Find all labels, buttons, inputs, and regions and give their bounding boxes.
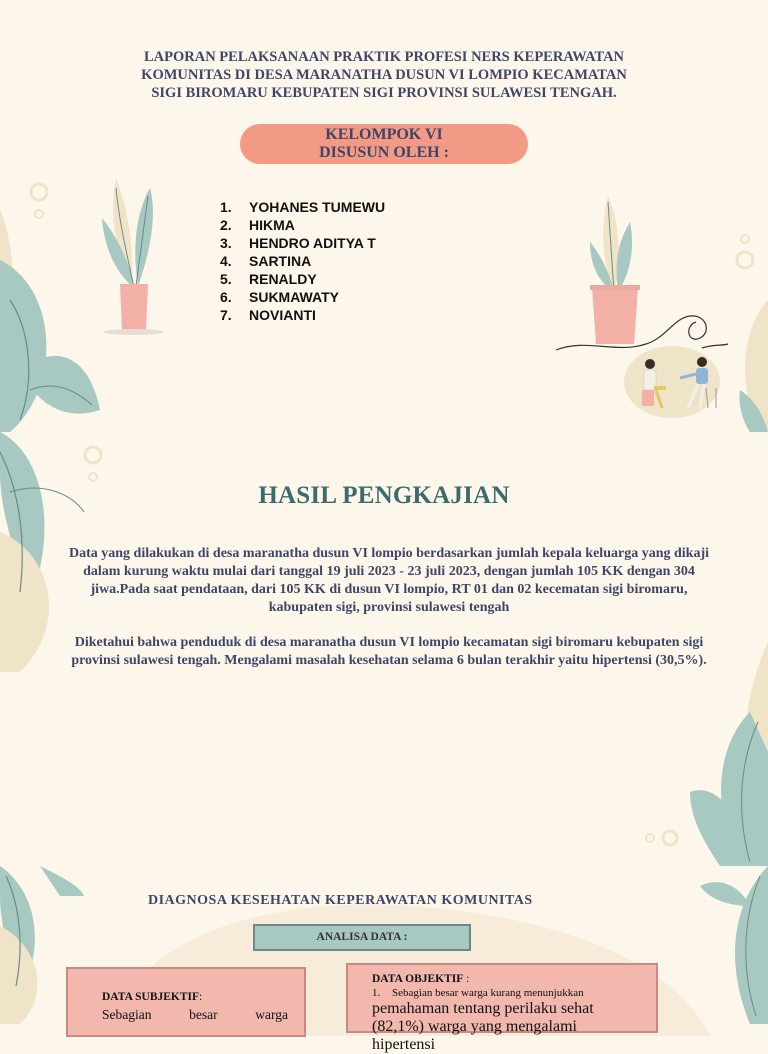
member-name: RENALDY	[249, 271, 317, 287]
member-name: NOVIANTI	[249, 307, 316, 323]
findings-paragraph: Diketahui bahwa penduduk di desa maranatha dusun VI lompio kecamatan sigi biromaru kebupaten sigi provinsi sulawesi tengah. Mengalami masalah kesehatan selama 6 bulan terakhir yaitu hipertensi (30,5%).	[71, 635, 707, 668]
heading-colon: :	[463, 973, 470, 985]
section-heading: DIAGNOSA KESEHATAN KEPERAWATAN KOMUNITAS	[148, 893, 533, 908]
subjective-word: warga	[255, 1007, 288, 1022]
member-name: HIKMA	[249, 217, 295, 233]
subjective-heading	[102, 991, 288, 1003]
member-name: YOHANES TUMEWU	[249, 199, 386, 215]
list-item	[220, 306, 385, 324]
member-number: 1.	[220, 199, 232, 215]
leaf-decoration-icon	[700, 866, 768, 1024]
circle-decoration-icon	[640, 826, 680, 850]
slide-cover	[0, 0, 768, 432]
report-title	[84, 48, 684, 102]
subjective-text	[102, 1007, 288, 1023]
circle-decoration-icon	[28, 182, 50, 222]
subjective-word: besar	[189, 1007, 218, 1022]
leaf-decoration-icon	[0, 190, 110, 432]
member-name: SARTINA	[249, 253, 312, 269]
report-title-line: SIGI BIROMARU KEBUPATEN SIGI PROVINSI SULAWESI TENGAH.	[151, 85, 617, 101]
member-number: 3.	[220, 235, 232, 251]
objective-data-box	[346, 963, 658, 1053]
list-item	[220, 216, 385, 234]
member-number: 7.	[220, 307, 232, 323]
plant-pot-left-icon	[98, 168, 170, 336]
circle-decoration-icon	[734, 230, 756, 272]
list-item	[220, 234, 385, 252]
analysis-data-label: ANALISA DATA :	[253, 924, 471, 951]
subjective-data-box	[66, 967, 306, 1037]
member-name: SUKMAWATY	[249, 289, 339, 305]
list-item	[220, 198, 385, 216]
subjective-heading-text: DATA SUBJEKTIF	[102, 991, 200, 1003]
member-list	[220, 198, 385, 324]
member-number: 4.	[220, 253, 232, 269]
assessment-paragraph: Data yang dilakukan di desa maranatha dusun VI lompio berdasarkan jumlah kepala keluarga yang dikaji dalam kurung waktu mulai dari tanggal 19 juli 2023 - 23 juli 2023, dengan jumlah 105 KK dengan 304 jiwa.Pada saat pendataan, dari 105 KK di dusun VI lompio, RT 01 dan 02 kecematan sigi biromaru, kabupaten sigi, provinsi sulawesi tengah	[68, 546, 709, 615]
list-item	[220, 270, 385, 288]
report-title-line: LAPORAN PELAKSANAAN PRAKTIK PROFESI NERS KEPERAWATAN	[143, 49, 625, 65]
list-item	[220, 252, 385, 270]
counseling-illustration-icon	[556, 308, 732, 420]
heading-colon: :	[199, 991, 203, 1003]
objective-heading-text: DATA OBJEKTIF	[372, 973, 464, 985]
leaf-decoration-icon	[680, 642, 768, 866]
list-item	[220, 288, 385, 306]
objective-line: Sebagian besar warga kurang menunjukkan	[392, 987, 584, 999]
leaf-decoration-icon	[720, 300, 768, 432]
objective-heading	[372, 973, 636, 985]
member-number: 2.	[220, 217, 232, 233]
section-heading: HASIL PENGKAJIAN	[258, 482, 510, 509]
member-number: 5.	[220, 271, 232, 287]
group-label: KELOMPOK VI	[325, 126, 443, 143]
member-name: HENDRO ADITYA T	[249, 235, 376, 251]
subjective-word: Sebagian	[102, 1007, 152, 1022]
objective-line: pemahaman tentang perilaku sehat (82,1%) warga	[372, 1000, 594, 1035]
authored-by-label: DISUSUN OLEH :	[319, 144, 449, 161]
objective-line: yang mengalami hipertensi	[372, 1018, 577, 1053]
slide-assessment-results	[0, 432, 768, 866]
objective-list	[372, 987, 636, 1000]
report-title-line: KOMUNITAS DI DESA MARANATHA DUSUN VI LOMPIO KECAMATAN	[141, 67, 627, 83]
group-badge	[240, 124, 528, 164]
list-item	[372, 987, 636, 1000]
member-number: 6.	[220, 289, 232, 305]
slide-diagnosis	[0, 866, 768, 1053]
circle-decoration-icon	[82, 444, 104, 486]
item-number: 1.	[372, 987, 381, 999]
